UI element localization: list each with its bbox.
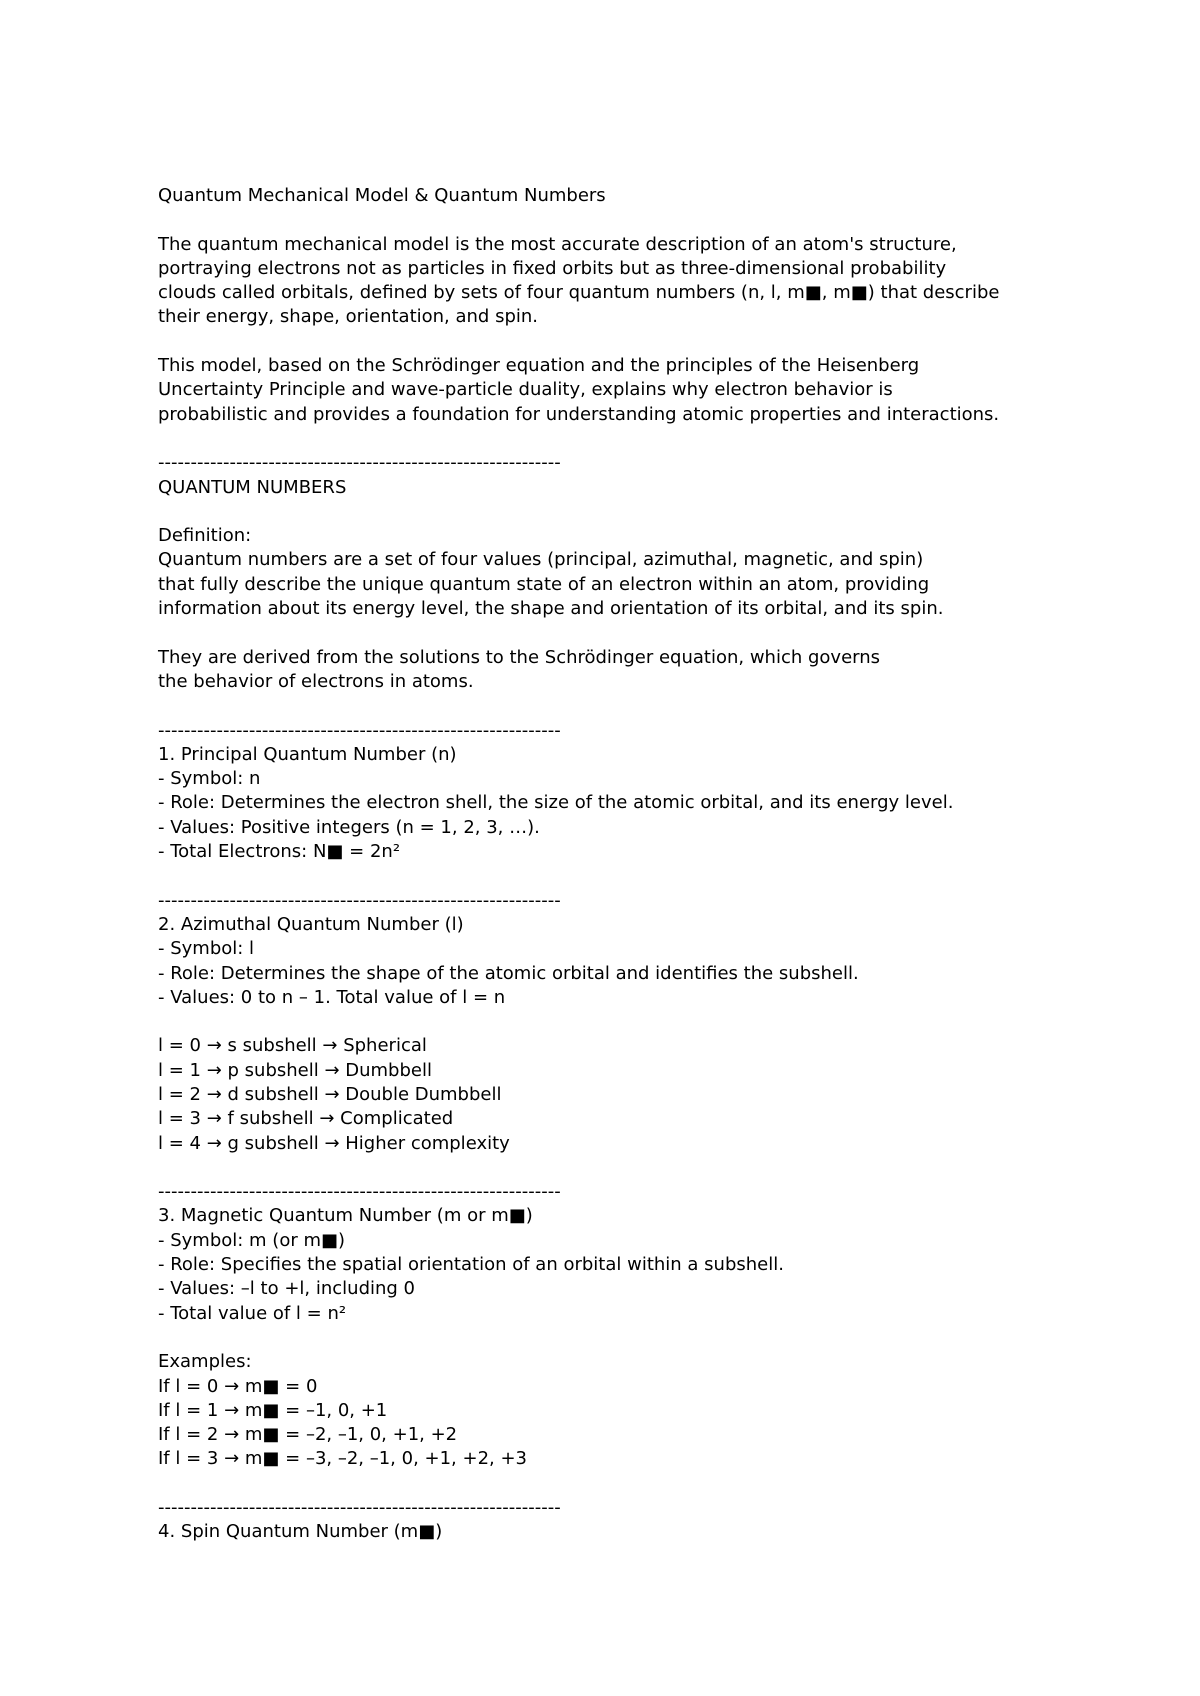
definition-line: that fully describe the unique quantum state of an electron within an atom, providing	[158, 573, 930, 595]
magnetic-detail: - Role: Specifies the spatial orientation of an orbital within a subshell.	[158, 1254, 784, 1276]
document-body	[158, 184, 1158, 1545]
principal-detail: - Values: Positive integers (n = 1, 2, 3, …).	[158, 816, 540, 838]
derivation-line: the behavior of electrons in atoms.	[158, 670, 474, 692]
magnetic-detail: - Symbol: m (or m■)	[158, 1229, 346, 1251]
section-heading-spin: 4. Spin Quantum Number (m■)	[158, 1521, 443, 1543]
magnetic-detail: - Values: –l to +l, including 0	[158, 1278, 416, 1300]
divider: --------------------------------------------------------------	[158, 719, 561, 741]
example-row: If l = 1 → m■ = –1, 0, +1	[158, 1399, 388, 1421]
subshell-row: l = 0 → s subshell → Spherical	[158, 1035, 427, 1057]
subshell-row: l = 2 → d subshell → Double Dumbbell	[158, 1083, 502, 1105]
example-row: If l = 3 → m■ = –3, –2, –1, 0, +1, +2, +3	[158, 1448, 528, 1470]
definition-line: Quantum numbers are a set of four values (principal, azimuthal, magnetic, and spin)	[158, 549, 924, 571]
intro-line: portraying electrons not as particles in fixed orbits but as three-dimensional probability	[158, 257, 947, 279]
azimuthal-detail: - Values: 0 to n – 1. Total value of l = n	[158, 986, 506, 1008]
divider: --------------------------------------------------------------	[158, 889, 561, 911]
intro-line: their energy, shape, orientation, and spin.	[158, 306, 539, 328]
divider: --------------------------------------------------------------	[158, 1181, 561, 1203]
divider: --------------------------------------------------------------	[158, 452, 561, 474]
azimuthal-detail: - Symbol: l	[158, 938, 255, 960]
intro-line: This model, based on the Schrödinger equation and the principles of the Heisenberg	[158, 355, 920, 377]
section-heading-azimuthal: 2. Azimuthal Quantum Number (l)	[158, 913, 464, 935]
divider: --------------------------------------------------------------	[158, 1497, 561, 1519]
derivation-line: They are derived from the solutions to the Schrödinger equation, which governs	[158, 646, 881, 668]
document-title: Quantum Mechanical Model & Quantum Numbers	[158, 185, 606, 206]
example-row: If l = 2 → m■ = –2, –1, 0, +1, +2	[158, 1424, 458, 1446]
examples-label: Examples:	[158, 1351, 252, 1373]
principal-detail: - Symbol: n	[158, 768, 261, 790]
definition-label: Definition:	[158, 525, 252, 547]
intro-line: probabilistic and provides a foundation for understanding atomic properties and interactions.	[158, 403, 1000, 425]
subshell-row: l = 3 → f subshell → Complicated	[158, 1108, 454, 1130]
intro-line: The quantum mechanical model is the most accurate description of an atom's structure,	[158, 233, 957, 255]
azimuthal-detail: - Role: Determines the shape of the atomic orbital and identifies the subshell.	[158, 962, 859, 984]
principal-detail: - Role: Determines the electron shell, the size of the atomic orbital, and its energy level.	[158, 792, 954, 814]
section-heading-magnetic: 3. Magnetic Quantum Number (m or m■)	[158, 1205, 533, 1227]
section-heading-principal: 1. Principal Quantum Number (n)	[158, 743, 457, 765]
subshell-row: l = 1 → p subshell → Dumbbell	[158, 1059, 432, 1081]
definition-line: information about its energy level, the shape and orientation of its orbital, and its spin.	[158, 598, 944, 620]
intro-line: clouds called orbitals, defined by sets of four quantum numbers (n, l, m■, m■) that describe	[158, 282, 1000, 304]
magnetic-detail: - Total value of l = n²	[158, 1302, 347, 1324]
example-row: If l = 0 → m■ = 0	[158, 1375, 318, 1397]
principal-detail: - Total Electrons: N■ = 2n²	[158, 841, 401, 863]
section-heading-quantum-numbers: QUANTUM NUMBERS	[158, 476, 347, 498]
subshell-row: l = 4 → g subshell → Higher complexity	[158, 1132, 510, 1154]
intro-line: Uncertainty Principle and wave-particle duality, explains why electron behavior is	[158, 379, 893, 401]
